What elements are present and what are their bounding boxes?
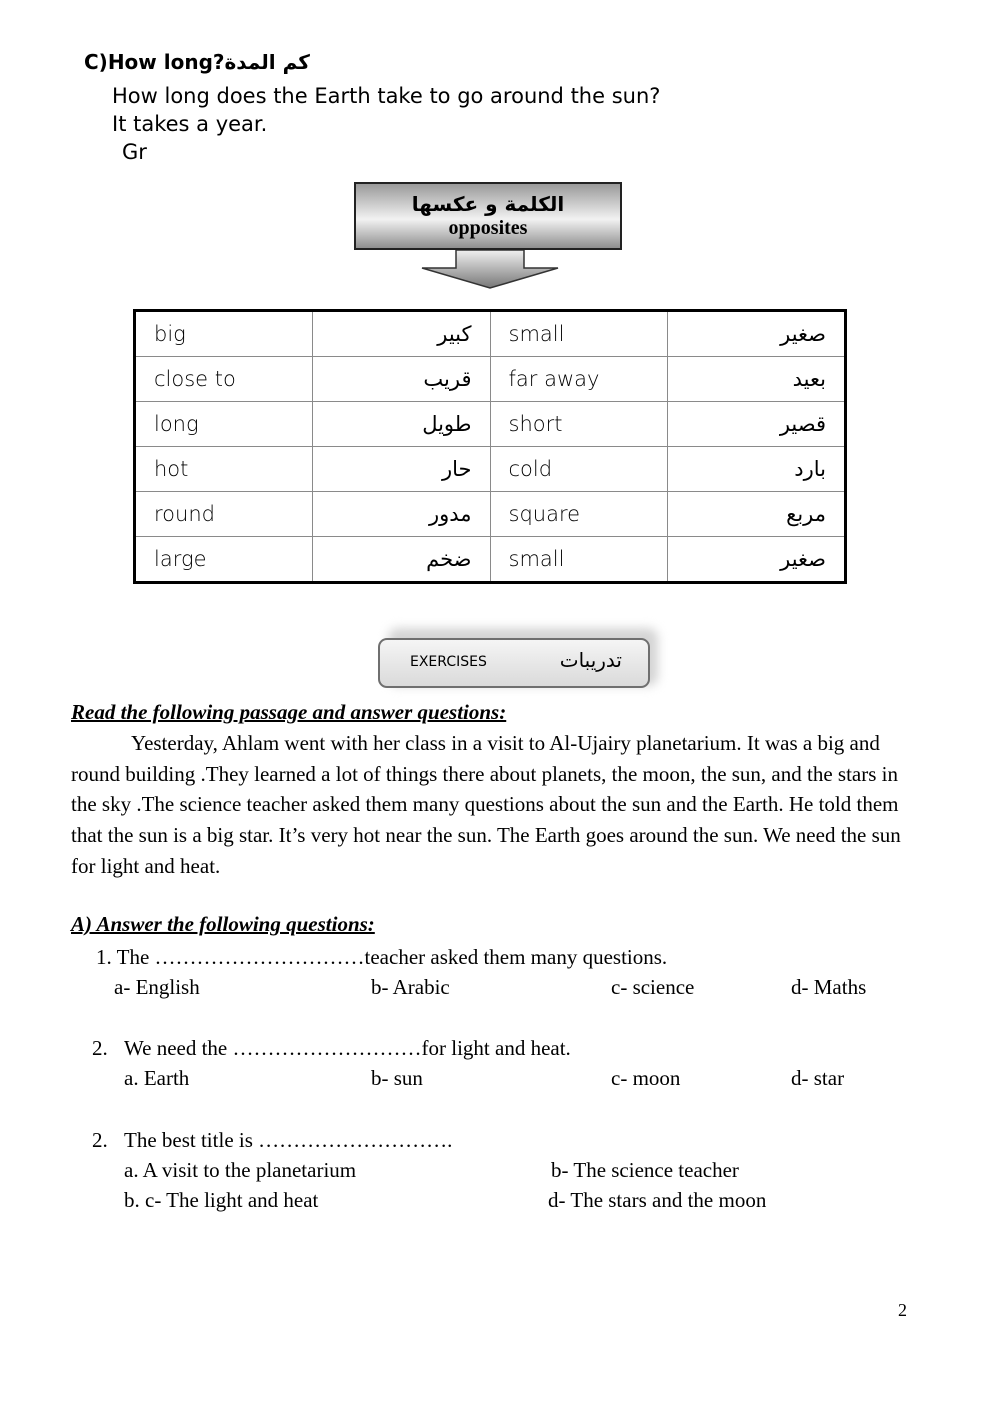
- question-1-option-b[interactable]: b- Arabic: [371, 975, 450, 999]
- word-cell: big: [135, 311, 313, 357]
- table-row: [135, 402, 846, 447]
- section-c-heading: C)How long?كم المدة: [84, 50, 310, 74]
- word-cell: hot: [135, 447, 313, 492]
- opposite-cell: square: [490, 492, 668, 537]
- opposites-english-title: opposites: [448, 217, 528, 239]
- opposites-arabic-title: الكلمة و عكسها: [411, 192, 565, 216]
- question-2-text: We need the ………………………for light and heat.: [124, 1036, 571, 1060]
- questions-heading: A) Answer the following questions:: [71, 912, 375, 936]
- word-arabic-cell: طويل: [312, 402, 490, 447]
- table-row: [135, 492, 846, 537]
- exercises-label: EXERCISES: [410, 654, 487, 670]
- word-cell: large: [135, 537, 313, 583]
- opposite-cell: short: [490, 402, 668, 447]
- table-row: [135, 537, 846, 583]
- word-arabic-cell: مدور: [312, 492, 490, 537]
- exercises-arabic-label: تدريبات: [559, 648, 622, 672]
- opposite-arabic-cell: بعيد: [668, 357, 846, 402]
- word-cell: close to: [135, 357, 313, 402]
- opposite-arabic-cell: مربع: [668, 492, 846, 537]
- page-number: 2: [898, 1300, 907, 1320]
- reading-heading: Read the following passage and answer questions:: [71, 700, 507, 724]
- exercises-badge: [378, 638, 650, 688]
- word-cell: long: [135, 402, 313, 447]
- table-row: [135, 357, 846, 402]
- question-3-number: 2.: [92, 1128, 108, 1152]
- question-2-option-b[interactable]: b- sun: [371, 1066, 423, 1090]
- opposite-arabic-cell: صغير: [668, 311, 846, 357]
- question-2-option-a[interactable]: a. Earth: [124, 1066, 190, 1090]
- question-2-option-c[interactable]: c- moon: [611, 1066, 681, 1090]
- reading-passage: Yesterday, Ahlam went with her class in a visit to Al-Ujairy planetarium. It was a big and round building .They learned a lot of things there about planets, the moon, the sun, and the stars in the sky .The science teacher asked them many questions about the sun and the Earth. He told them that the sun is a big star. It’s very hot near the sun. The Earth goes around the sun. We need the sun for light and heat.: [71, 731, 901, 878]
- word-cell: round: [135, 492, 313, 537]
- table-row: [135, 447, 846, 492]
- opposite-cell: cold: [490, 447, 668, 492]
- question-2-option-d[interactable]: d- star: [791, 1066, 845, 1090]
- opposite-cell: far away: [490, 357, 668, 402]
- question-2-number: 2.: [92, 1036, 108, 1060]
- opposite-cell: small: [490, 311, 668, 357]
- opposite-arabic-cell: بارد: [668, 447, 846, 492]
- down-arrow-icon: [420, 250, 560, 290]
- word-arabic-cell: قريب: [312, 357, 490, 402]
- question-1-text: 1. The …………………………teacher asked them many questions.: [96, 945, 668, 969]
- question-1-option-d[interactable]: d- Maths: [791, 975, 867, 999]
- opposite-cell: small: [490, 537, 668, 583]
- section-c-question: How long does the Earth take to go around the sun?: [112, 84, 661, 108]
- word-arabic-cell: كبير: [312, 311, 490, 357]
- question-1-option-a[interactable]: a- English: [114, 975, 200, 999]
- question-3-option-d[interactable]: d- The stars and the moon: [548, 1188, 767, 1212]
- question-3-option-b[interactable]: b- The science teacher: [551, 1158, 739, 1182]
- question-3-option-a[interactable]: a. A visit to the planetarium: [124, 1158, 357, 1182]
- section-c-fragment: Gr: [122, 140, 147, 164]
- word-arabic-cell: ضخم: [312, 537, 490, 583]
- word-arabic-cell: حار: [312, 447, 490, 492]
- opposites-banner: [354, 182, 622, 250]
- question-3-option-c[interactable]: b. c- The light and heat: [124, 1188, 319, 1212]
- table-row: [135, 311, 846, 357]
- section-c-answer: It takes a year.: [112, 112, 268, 136]
- opposite-arabic-cell: قصير: [668, 402, 846, 447]
- opposite-arabic-cell: صغير: [668, 537, 846, 583]
- question-1-option-c[interactable]: c- science: [611, 975, 695, 999]
- opposites-table: [133, 309, 847, 584]
- question-3-text: The best title is ……………………….: [124, 1128, 453, 1152]
